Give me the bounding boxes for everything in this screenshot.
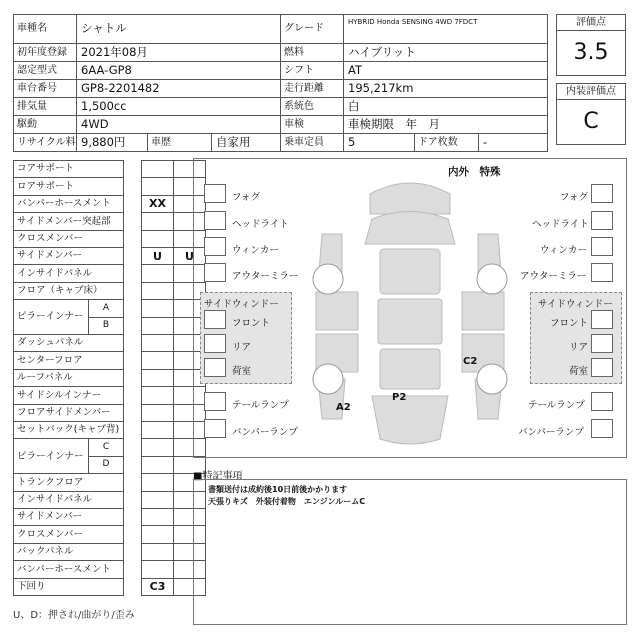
interior-rating-label: 内装評価点 bbox=[556, 83, 626, 100]
doors-label: ドア枚数 bbox=[414, 133, 479, 152]
side-window-left-title: サイドウィンドー bbox=[204, 299, 279, 310]
inspection-value: 車検期限 年 月 bbox=[343, 115, 548, 134]
side-window-right-cargo-label: 荷室 bbox=[569, 366, 589, 377]
winker-left-label: ウィンカー bbox=[232, 245, 279, 256]
frame-mark-cell[interactable] bbox=[141, 230, 174, 248]
color-label: 系統色 bbox=[280, 97, 344, 116]
frame-mark-cell[interactable] bbox=[141, 456, 174, 474]
fog-left-label: フォグ bbox=[232, 192, 261, 203]
frame-mark-cell[interactable] bbox=[141, 317, 174, 335]
frame-sub-label: A bbox=[88, 299, 124, 317]
side-window-left-front-checkbox[interactable] bbox=[204, 310, 226, 329]
fuel-label: 燃料 bbox=[280, 43, 344, 62]
history-value: 自家用 bbox=[211, 133, 281, 152]
frame-mark-cell[interactable]: U bbox=[173, 247, 206, 265]
frame-mark-cell[interactable] bbox=[141, 438, 174, 456]
first-registration-label: 初年度登録 bbox=[13, 43, 77, 62]
frame-mark-cell[interactable] bbox=[141, 334, 174, 352]
doors-value: - bbox=[478, 133, 548, 152]
side-window-right-rear-label: リア bbox=[569, 342, 589, 353]
model-label: 車種名 bbox=[13, 14, 77, 44]
tail-lamp-left-label: テールランプ bbox=[232, 400, 289, 411]
frame-row-label: 下回り bbox=[13, 578, 124, 596]
side-window-left-cargo-label: 荷室 bbox=[232, 366, 252, 377]
side-window-left-rear-label: リア bbox=[232, 342, 252, 353]
side-window-left-front-label: フロント bbox=[232, 318, 271, 329]
capacity-label: 乗車定員 bbox=[280, 133, 344, 152]
frame-mark-cell[interactable]: C3 bbox=[141, 578, 174, 596]
damage-mark-c2: C2 bbox=[463, 356, 478, 367]
frame-mark-cell[interactable] bbox=[141, 177, 174, 195]
mileage-label: 走行距離 bbox=[280, 79, 344, 98]
tail-lamp-right-label: テールランプ bbox=[528, 400, 585, 411]
headlight-right-label: ヘッドライト bbox=[532, 219, 589, 230]
frame-mark-cell[interactable] bbox=[141, 386, 174, 404]
frame-row-label: クロスメンバー bbox=[13, 230, 124, 248]
frame-mark-cell[interactable] bbox=[141, 160, 174, 178]
frame-sub-label: B bbox=[88, 317, 124, 335]
inspection-label: 車検 bbox=[280, 115, 344, 134]
frame-row-label: コアサポート bbox=[13, 160, 124, 178]
frame-mark-cell[interactable] bbox=[141, 543, 174, 561]
frame-row-label: サイドメンバー bbox=[13, 247, 124, 265]
frame-row-label: セットバック(キャブ背) bbox=[13, 421, 124, 439]
type-label: 認定型式 bbox=[13, 61, 77, 80]
outer-mirror-right-label: アウターミラー bbox=[520, 271, 587, 282]
fog-right-checkbox[interactable] bbox=[591, 184, 613, 203]
car-diagram bbox=[300, 174, 520, 454]
frame-row-label: バックパネル bbox=[13, 543, 124, 561]
side-window-left-rear-checkbox[interactable] bbox=[204, 334, 226, 353]
frame-row-label: インサイドパネル bbox=[13, 264, 124, 282]
panel-title: 内外 特殊 bbox=[448, 166, 501, 178]
bumper-lamp-right-checkbox[interactable] bbox=[591, 419, 613, 438]
winker-right-checkbox[interactable] bbox=[591, 237, 613, 256]
shift-value: AT bbox=[343, 61, 548, 80]
tail-lamp-right-checkbox[interactable] bbox=[591, 392, 613, 411]
type-value: 6AA-GP8 bbox=[76, 61, 281, 80]
frame-sub-label: C bbox=[88, 438, 124, 456]
damage-mark-a2: A2 bbox=[336, 402, 351, 413]
frame-row-label: バンパーホースメント bbox=[13, 560, 124, 578]
frame-mark-cell[interactable] bbox=[141, 212, 174, 230]
frame-mark-cell[interactable]: XX bbox=[141, 195, 174, 213]
frame-row-label: サイドメンバー bbox=[13, 508, 124, 526]
outer-mirror-right-checkbox[interactable] bbox=[591, 263, 613, 282]
fog-right-label: フォグ bbox=[560, 192, 589, 203]
damage-mark-p2: P2 bbox=[392, 392, 407, 403]
notes-line-2: 天張りキズ 外装付着物 エンジンルームC bbox=[208, 497, 366, 506]
frame-mark-cell[interactable] bbox=[141, 508, 174, 526]
frame-row-label: トランクフロア bbox=[13, 473, 124, 491]
frame-row-label: センターフロア bbox=[13, 351, 124, 369]
frame-mark-cell[interactable] bbox=[141, 369, 174, 387]
frame-sub-label: D bbox=[88, 456, 124, 474]
displacement-value: 1,500cc bbox=[76, 97, 281, 116]
rating-label: 評価点 bbox=[556, 14, 626, 31]
drive-label: 駆動 bbox=[13, 115, 77, 134]
fog-left-checkbox[interactable] bbox=[204, 184, 226, 203]
outer-mirror-left-label: アウターミラー bbox=[232, 271, 299, 282]
drive-value: 4WD bbox=[76, 115, 281, 134]
frame-row-label: ピラーインナー bbox=[13, 438, 89, 474]
winker-right-label: ウィンカー bbox=[540, 245, 587, 256]
headlight-left-checkbox[interactable] bbox=[204, 211, 226, 230]
chassis-value: GP8-2201482 bbox=[76, 79, 281, 98]
headlight-left-label: ヘッドライト bbox=[232, 219, 289, 230]
mileage-value: 195,217km bbox=[343, 79, 548, 98]
frame-mark-cell[interactable] bbox=[141, 473, 174, 491]
side-window-right-front-label: フロント bbox=[550, 318, 589, 329]
frame-mark-cell[interactable] bbox=[141, 491, 174, 509]
notes-line-1: 書類送付は成約後10日前後かかります bbox=[208, 485, 348, 494]
side-window-right-front-checkbox[interactable] bbox=[591, 310, 613, 329]
frame-mark-cell[interactable] bbox=[141, 282, 174, 300]
frame-row-label: ダッシュパネル bbox=[13, 334, 124, 352]
side-window-left-cargo-checkbox[interactable] bbox=[204, 358, 226, 377]
frame-row-label: サイドメンバー突起部 bbox=[13, 212, 124, 230]
recycle-value: 9,880円 bbox=[76, 133, 148, 152]
bumper-lamp-left-checkbox[interactable] bbox=[204, 419, 226, 438]
notes-box bbox=[193, 479, 627, 625]
bumper-lamp-right-label: バンパーランプ bbox=[518, 427, 584, 438]
color-value: 白 bbox=[343, 97, 548, 116]
frame-row-label: ロアサポート bbox=[13, 177, 124, 195]
outer-mirror-left-checkbox[interactable] bbox=[204, 263, 226, 282]
first-registration-value: 2021年08月 bbox=[76, 43, 281, 62]
chassis-label: 車台番号 bbox=[13, 79, 77, 98]
shift-label: シフト bbox=[280, 61, 344, 80]
interior-rating-value: C bbox=[556, 99, 626, 145]
grade-label: グレード bbox=[280, 14, 344, 44]
rating-value: 3.5 bbox=[556, 30, 626, 76]
frame-row-label: インサイドパネル bbox=[13, 491, 124, 509]
frame-row-label: サイドシルインナー bbox=[13, 386, 124, 404]
side-window-right-cargo-checkbox[interactable] bbox=[591, 358, 613, 377]
model-value: シャトル bbox=[76, 14, 281, 44]
frame-mark-cell[interactable]: U bbox=[141, 247, 174, 265]
side-window-right-title: サイドウィンドー bbox=[538, 299, 613, 310]
recycle-label: リサイクル料 bbox=[13, 133, 77, 152]
frame-mark-cell[interactable] bbox=[141, 560, 174, 578]
frame-row-label: バンパーホースメント bbox=[13, 195, 124, 213]
displacement-label: 排気量 bbox=[13, 97, 77, 116]
history-label: 車歴 bbox=[147, 133, 212, 152]
frame-mark-cell[interactable] bbox=[141, 404, 174, 422]
winker-left-checkbox[interactable] bbox=[204, 237, 226, 256]
frame-row-label: フロアサイドメンバー bbox=[13, 404, 124, 422]
frame-row-label: クロスメンバー bbox=[13, 525, 124, 543]
notes-title: ■特記事項 bbox=[193, 471, 243, 482]
capacity-value: 5 bbox=[343, 133, 415, 152]
frame-mark-cell[interactable] bbox=[141, 264, 174, 282]
bumper-lamp-left-label: バンパーランプ bbox=[232, 427, 298, 438]
frame-row-label: ルーフパネル bbox=[13, 369, 124, 387]
headlight-right-checkbox[interactable] bbox=[591, 211, 613, 230]
frame-row-label: ピラーインナー bbox=[13, 299, 89, 335]
grade-value: HYBRID Honda SENSING 4WD 7FDCT bbox=[343, 14, 548, 44]
damage-legend: U、D：押され/曲がり/歪み bbox=[13, 610, 135, 621]
tail-lamp-left-checkbox[interactable] bbox=[204, 392, 226, 411]
fuel-value: ハイブリット bbox=[343, 43, 548, 62]
frame-mark-cell[interactable] bbox=[141, 525, 174, 543]
frame-row-label: フロア（キャブ床） bbox=[13, 282, 124, 300]
side-window-right-rear-checkbox[interactable] bbox=[591, 334, 613, 353]
frame-mark-cell[interactable] bbox=[141, 299, 174, 317]
frame-mark-cell[interactable] bbox=[141, 421, 174, 439]
frame-mark-cell[interactable] bbox=[141, 351, 174, 369]
